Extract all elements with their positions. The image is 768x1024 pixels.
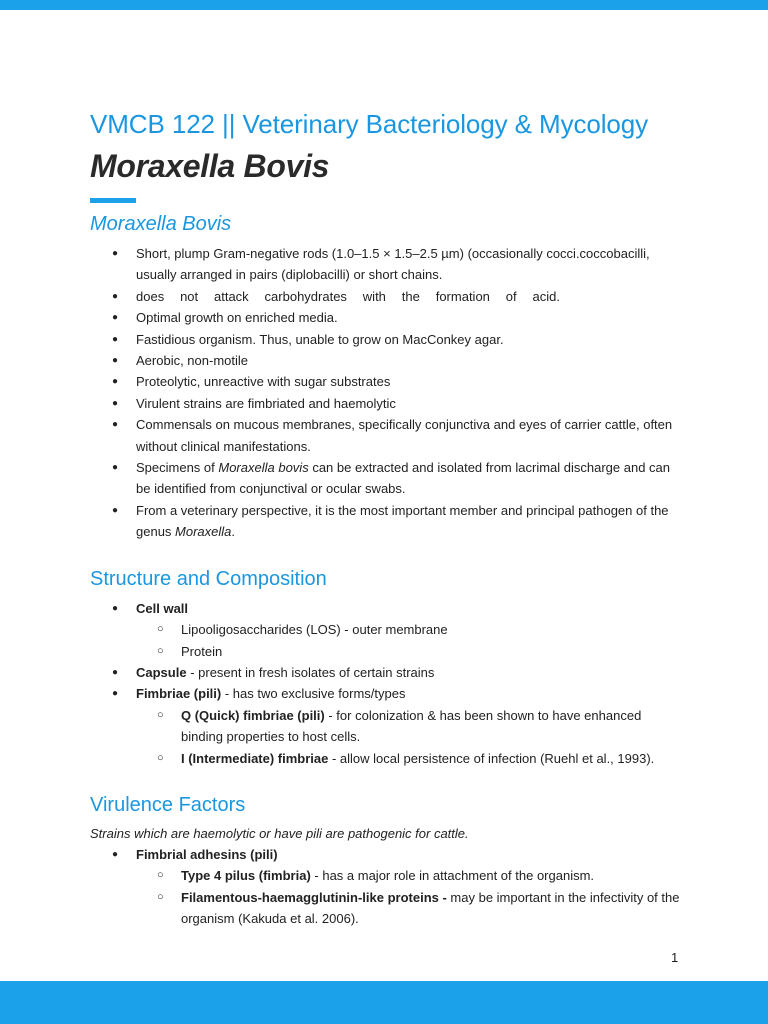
sub-list-item: ○ I (Intermediate) fimbriae - allow local persistence of infection (Ruehl et al., 1993). — [90, 748, 682, 769]
sub-list — [136, 705, 682, 769]
list-item — [90, 844, 682, 930]
list-item-text: Short, plump Gram-negative rods (1.0–1.5 × 1.5–2.5 µm) (occasionally cocci.coccobacilli, usually arranged in pairs (diplobacilli) or short chains. — [136, 246, 650, 283]
bullet-icon: ● — [112, 248, 119, 259]
structure-list — [90, 598, 682, 769]
genus-name: Moraxella — [175, 524, 232, 540]
page-number: 1 — [671, 950, 679, 965]
hollow-bullet-icon: ○ — [157, 644, 164, 657]
sub-list — [136, 865, 682, 929]
bullet-icon: ● — [112, 419, 119, 431]
sub-list-item: ○ Protein — [90, 641, 682, 662]
sub-list-item: ○ Lipooligosaccharides (LOS) - outer membrane — [90, 619, 682, 640]
sub-list-item: ○ Type 4 pilus (fimbria) - has a major role in attachment of the organism. — [90, 865, 682, 886]
list-item-text: Proteolytic, unreactive with sugar substrates — [136, 374, 391, 390]
list-item: ● Fimbriae (pili) - has two exclusive forms/types ○ Q (Quick) fimbriae (pili) - for colonization & has been shown to have enhanced binding properties to host cells. ○ I (Intermediate) fimbriae - allow local persistence of infection (Ruehl et al., 1993). — [90, 683, 682, 769]
list-item — [90, 598, 682, 662]
bullet-icon: ● — [112, 462, 119, 474]
bullet-icon: ● — [112, 312, 119, 324]
section-heading-moraxella-bovis: Moraxella Bovis — [90, 213, 232, 235]
title-underline-accent — [90, 198, 136, 203]
bullet-icon: ● — [112, 504, 119, 516]
characteristics-list — [90, 243, 682, 543]
sub-list-item: ○ Filamentous-haemagglutinin-like proteins - may be important in the infectivity of the organism (Kakuda et al. 2006). — [90, 887, 682, 930]
document-page — [90, 106, 682, 930]
bullet-icon: ● — [112, 666, 119, 678]
list-item-text: does not attack carbohydrates with the formation of acid. — [136, 288, 560, 304]
list-item — [90, 414, 682, 457]
sub-list-item: ○ Q (Quick) fimbriae (pili) - for colonization & has been shown to have enhanced binding properties to host cells. — [90, 705, 682, 748]
item-label: Fimbrial adhesins (pili) — [136, 846, 278, 862]
virulence-list — [90, 844, 682, 930]
list-item-text: Aerobic, non-motile — [136, 353, 248, 369]
bullet-icon: ● — [112, 290, 119, 302]
course-title: VMCB 122 || Veterinary Bacteriology & Mycology — [90, 109, 649, 139]
item-label: Fimbriae (pili) — [136, 686, 222, 702]
document-title: Moraxella Bovis — [90, 148, 330, 184]
list-item — [90, 350, 682, 371]
section-heading-structure: Structure and Composition — [90, 567, 327, 590]
item-label: Capsule — [136, 664, 187, 680]
item-label: Cell wall — [136, 600, 189, 616]
list-item-text: Virulent strains are fimbriated and haemolytic — [136, 395, 396, 411]
section-heading-virulence: Virulence Factors — [90, 793, 246, 816]
species-name: Moraxella bovis — [218, 460, 309, 476]
bullet-icon: ● — [112, 355, 119, 367]
list-item: ● Capsule - present in fresh isolates of certain strains — [90, 662, 682, 683]
bottom-accent-bar — [0, 981, 768, 1024]
list-item-text: Commensals on mucous membranes, specifically conjunctiva and eyes of carrier cattle, often without clinical manifestations. — [136, 417, 673, 454]
list-item: ● From a veterinary perspective, it is the most important member and principal pathogen of the genus Moraxella. — [90, 500, 682, 543]
hollow-bullet-icon: ○ — [157, 623, 164, 636]
list-item — [90, 243, 682, 286]
bullet-icon: ● — [112, 333, 119, 345]
virulence-intro: Strains which are haemolytic or have pili are pathogenic for cattle. — [90, 825, 469, 841]
list-item-text: Fastidious organism. Thus, unable to grow on MacConkey agar. — [136, 331, 504, 347]
hollow-bullet-icon: ○ — [157, 751, 164, 764]
list-item — [90, 329, 682, 350]
bullet-icon: ● — [112, 376, 119, 388]
hollow-bullet-icon: ○ — [157, 869, 164, 882]
list-item — [90, 371, 682, 392]
hollow-bullet-icon: ○ — [157, 890, 164, 903]
bullet-icon: ● — [112, 602, 119, 614]
bullet-icon: ● — [112, 848, 119, 860]
list-item — [90, 307, 682, 328]
top-accent-bar — [0, 0, 768, 10]
sub-list — [136, 619, 682, 662]
bullet-icon: ● — [112, 397, 119, 409]
bullet-icon: ● — [112, 688, 119, 700]
list-item: ● Specimens of Moraxella bovis can be extracted and isolated from lacrimal discharge and can be identified from conjunctival or ocular swabs. — [90, 457, 682, 500]
hollow-bullet-icon: ○ — [157, 708, 164, 721]
list-item-text: Optimal growth on enriched media. — [136, 310, 338, 326]
list-item — [90, 393, 682, 414]
list-item — [90, 286, 682, 307]
